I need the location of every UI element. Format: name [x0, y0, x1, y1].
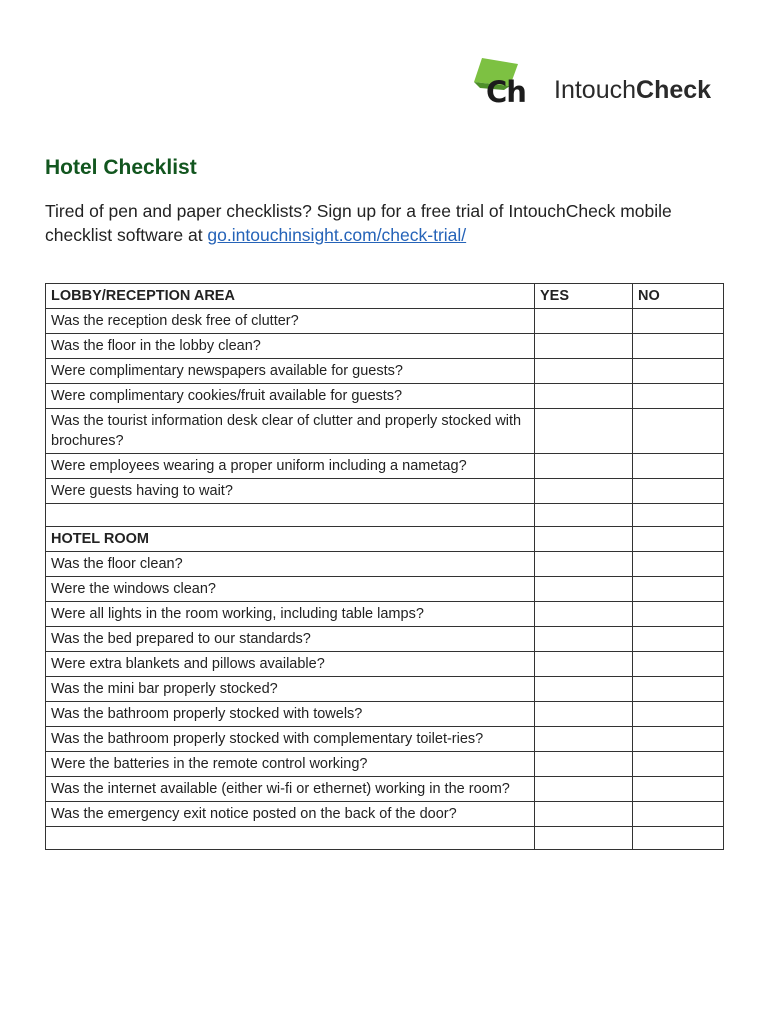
yes-cell[interactable]	[535, 409, 633, 454]
table-row	[46, 652, 724, 677]
table-row	[46, 479, 724, 504]
intro-text: Tired of pen and paper checklists? Sign up for a free trial of IntouchCheck mobile checklist software at	[45, 201, 672, 245]
no-cell[interactable]	[633, 727, 724, 752]
blank-row	[46, 504, 724, 527]
question-cell: Were complimentary newspapers available for guests?	[46, 359, 535, 384]
page-title: Hotel Checklist	[45, 156, 197, 179]
blank-cell	[46, 827, 535, 850]
question-cell: Was the floor in the lobby clean?	[46, 334, 535, 359]
no-cell[interactable]	[633, 552, 724, 577]
table-row	[46, 334, 724, 359]
table-row	[46, 727, 724, 752]
trial-link[interactable]: go.intouchinsight.com/check-trial/	[207, 225, 467, 245]
table-row	[46, 752, 724, 777]
table-row	[46, 409, 724, 454]
blank-row	[46, 827, 724, 850]
question-cell: Was the bathroom properly stocked with complementary toilet-ries?	[46, 727, 535, 752]
question-cell: Were complimentary cookies/fruit available for guests?	[46, 384, 535, 409]
yes-cell[interactable]	[535, 479, 633, 504]
section-heading-lobby: LOBBY/RECEPTION AREA	[46, 284, 535, 309]
yes-cell[interactable]	[535, 577, 633, 602]
question-cell: Were the windows clean?	[46, 577, 535, 602]
no-cell[interactable]	[633, 652, 724, 677]
blank-cell	[46, 504, 535, 527]
no-cell[interactable]	[633, 359, 724, 384]
yes-cell[interactable]	[535, 334, 633, 359]
no-cell[interactable]	[633, 627, 724, 652]
question-cell: Were employees wearing a proper uniform including a nametag?	[46, 454, 535, 479]
no-cell[interactable]	[633, 802, 724, 827]
table-row	[46, 602, 724, 627]
blank-cell	[535, 827, 633, 850]
intouchcheck-logo	[474, 56, 724, 112]
no-cell[interactable]	[633, 777, 724, 802]
blank-cell	[633, 504, 724, 527]
table-row	[46, 777, 724, 802]
table-row	[46, 627, 724, 652]
yes-cell[interactable]	[535, 702, 633, 727]
no-cell[interactable]	[633, 702, 724, 727]
table-row	[46, 702, 724, 727]
yes-cell[interactable]	[535, 752, 633, 777]
table-row	[46, 802, 724, 827]
table-row	[46, 384, 724, 409]
no-cell[interactable]	[633, 752, 724, 777]
question-cell: Were extra blankets and pillows available?	[46, 652, 535, 677]
checklist-table	[45, 283, 724, 850]
yes-cell[interactable]	[535, 777, 633, 802]
blank-cell	[633, 827, 724, 850]
yes-cell[interactable]	[535, 652, 633, 677]
question-cell: Was the bathroom properly stocked with towels?	[46, 702, 535, 727]
table-row	[46, 454, 724, 479]
yes-cell[interactable]	[535, 359, 633, 384]
yes-cell[interactable]	[535, 727, 633, 752]
no-column-header: NO	[633, 284, 724, 309]
no-cell[interactable]	[633, 334, 724, 359]
table-row	[46, 309, 724, 334]
question-cell: Were all lights in the room working, including table lamps?	[46, 602, 535, 627]
question-cell: Was the floor clean?	[46, 552, 535, 577]
table-row	[46, 359, 724, 384]
yes-cell[interactable]	[535, 802, 633, 827]
question-cell: Was the mini bar properly stocked?	[46, 677, 535, 702]
yes-cell[interactable]	[535, 552, 633, 577]
blank-cell	[535, 527, 633, 552]
question-cell: Were the batteries in the remote control working?	[46, 752, 535, 777]
question-cell: Was the bed prepared to our standards?	[46, 627, 535, 652]
question-cell: Was the reception desk free of clutter?	[46, 309, 535, 334]
yes-cell[interactable]	[535, 384, 633, 409]
no-cell[interactable]	[633, 677, 724, 702]
no-cell[interactable]	[633, 454, 724, 479]
no-cell[interactable]	[633, 602, 724, 627]
table-row	[46, 677, 724, 702]
question-cell: Was the internet available (either wi-fi or ethernet) working in the room?	[46, 777, 535, 802]
logo-mark-text: Ch	[486, 75, 526, 109]
no-cell[interactable]	[633, 577, 724, 602]
yes-cell[interactable]	[535, 602, 633, 627]
yes-cell[interactable]	[535, 454, 633, 479]
yes-column-header: YES	[535, 284, 633, 309]
no-cell[interactable]	[633, 309, 724, 334]
intro-paragraph	[45, 199, 735, 247]
no-cell[interactable]	[633, 479, 724, 504]
blank-cell	[633, 527, 724, 552]
blank-cell	[535, 504, 633, 527]
question-cell: Was the emergency exit notice posted on the back of the door?	[46, 802, 535, 827]
table-row	[46, 577, 724, 602]
logo-brand-name: IntouchCheck	[554, 76, 712, 104]
yes-cell[interactable]	[535, 677, 633, 702]
no-cell[interactable]	[633, 409, 724, 454]
question-cell: Were guests having to wait?	[46, 479, 535, 504]
yes-cell[interactable]	[535, 627, 633, 652]
table-row	[46, 552, 724, 577]
section-heading-hotel-room: HOTEL ROOM	[46, 527, 535, 552]
no-cell[interactable]	[633, 384, 724, 409]
question-cell: Was the tourist information desk clear of clutter and properly stocked with brochures?	[46, 409, 535, 454]
table-header-row	[46, 284, 724, 309]
yes-cell[interactable]	[535, 309, 633, 334]
section-row-hotel-room	[46, 527, 724, 552]
